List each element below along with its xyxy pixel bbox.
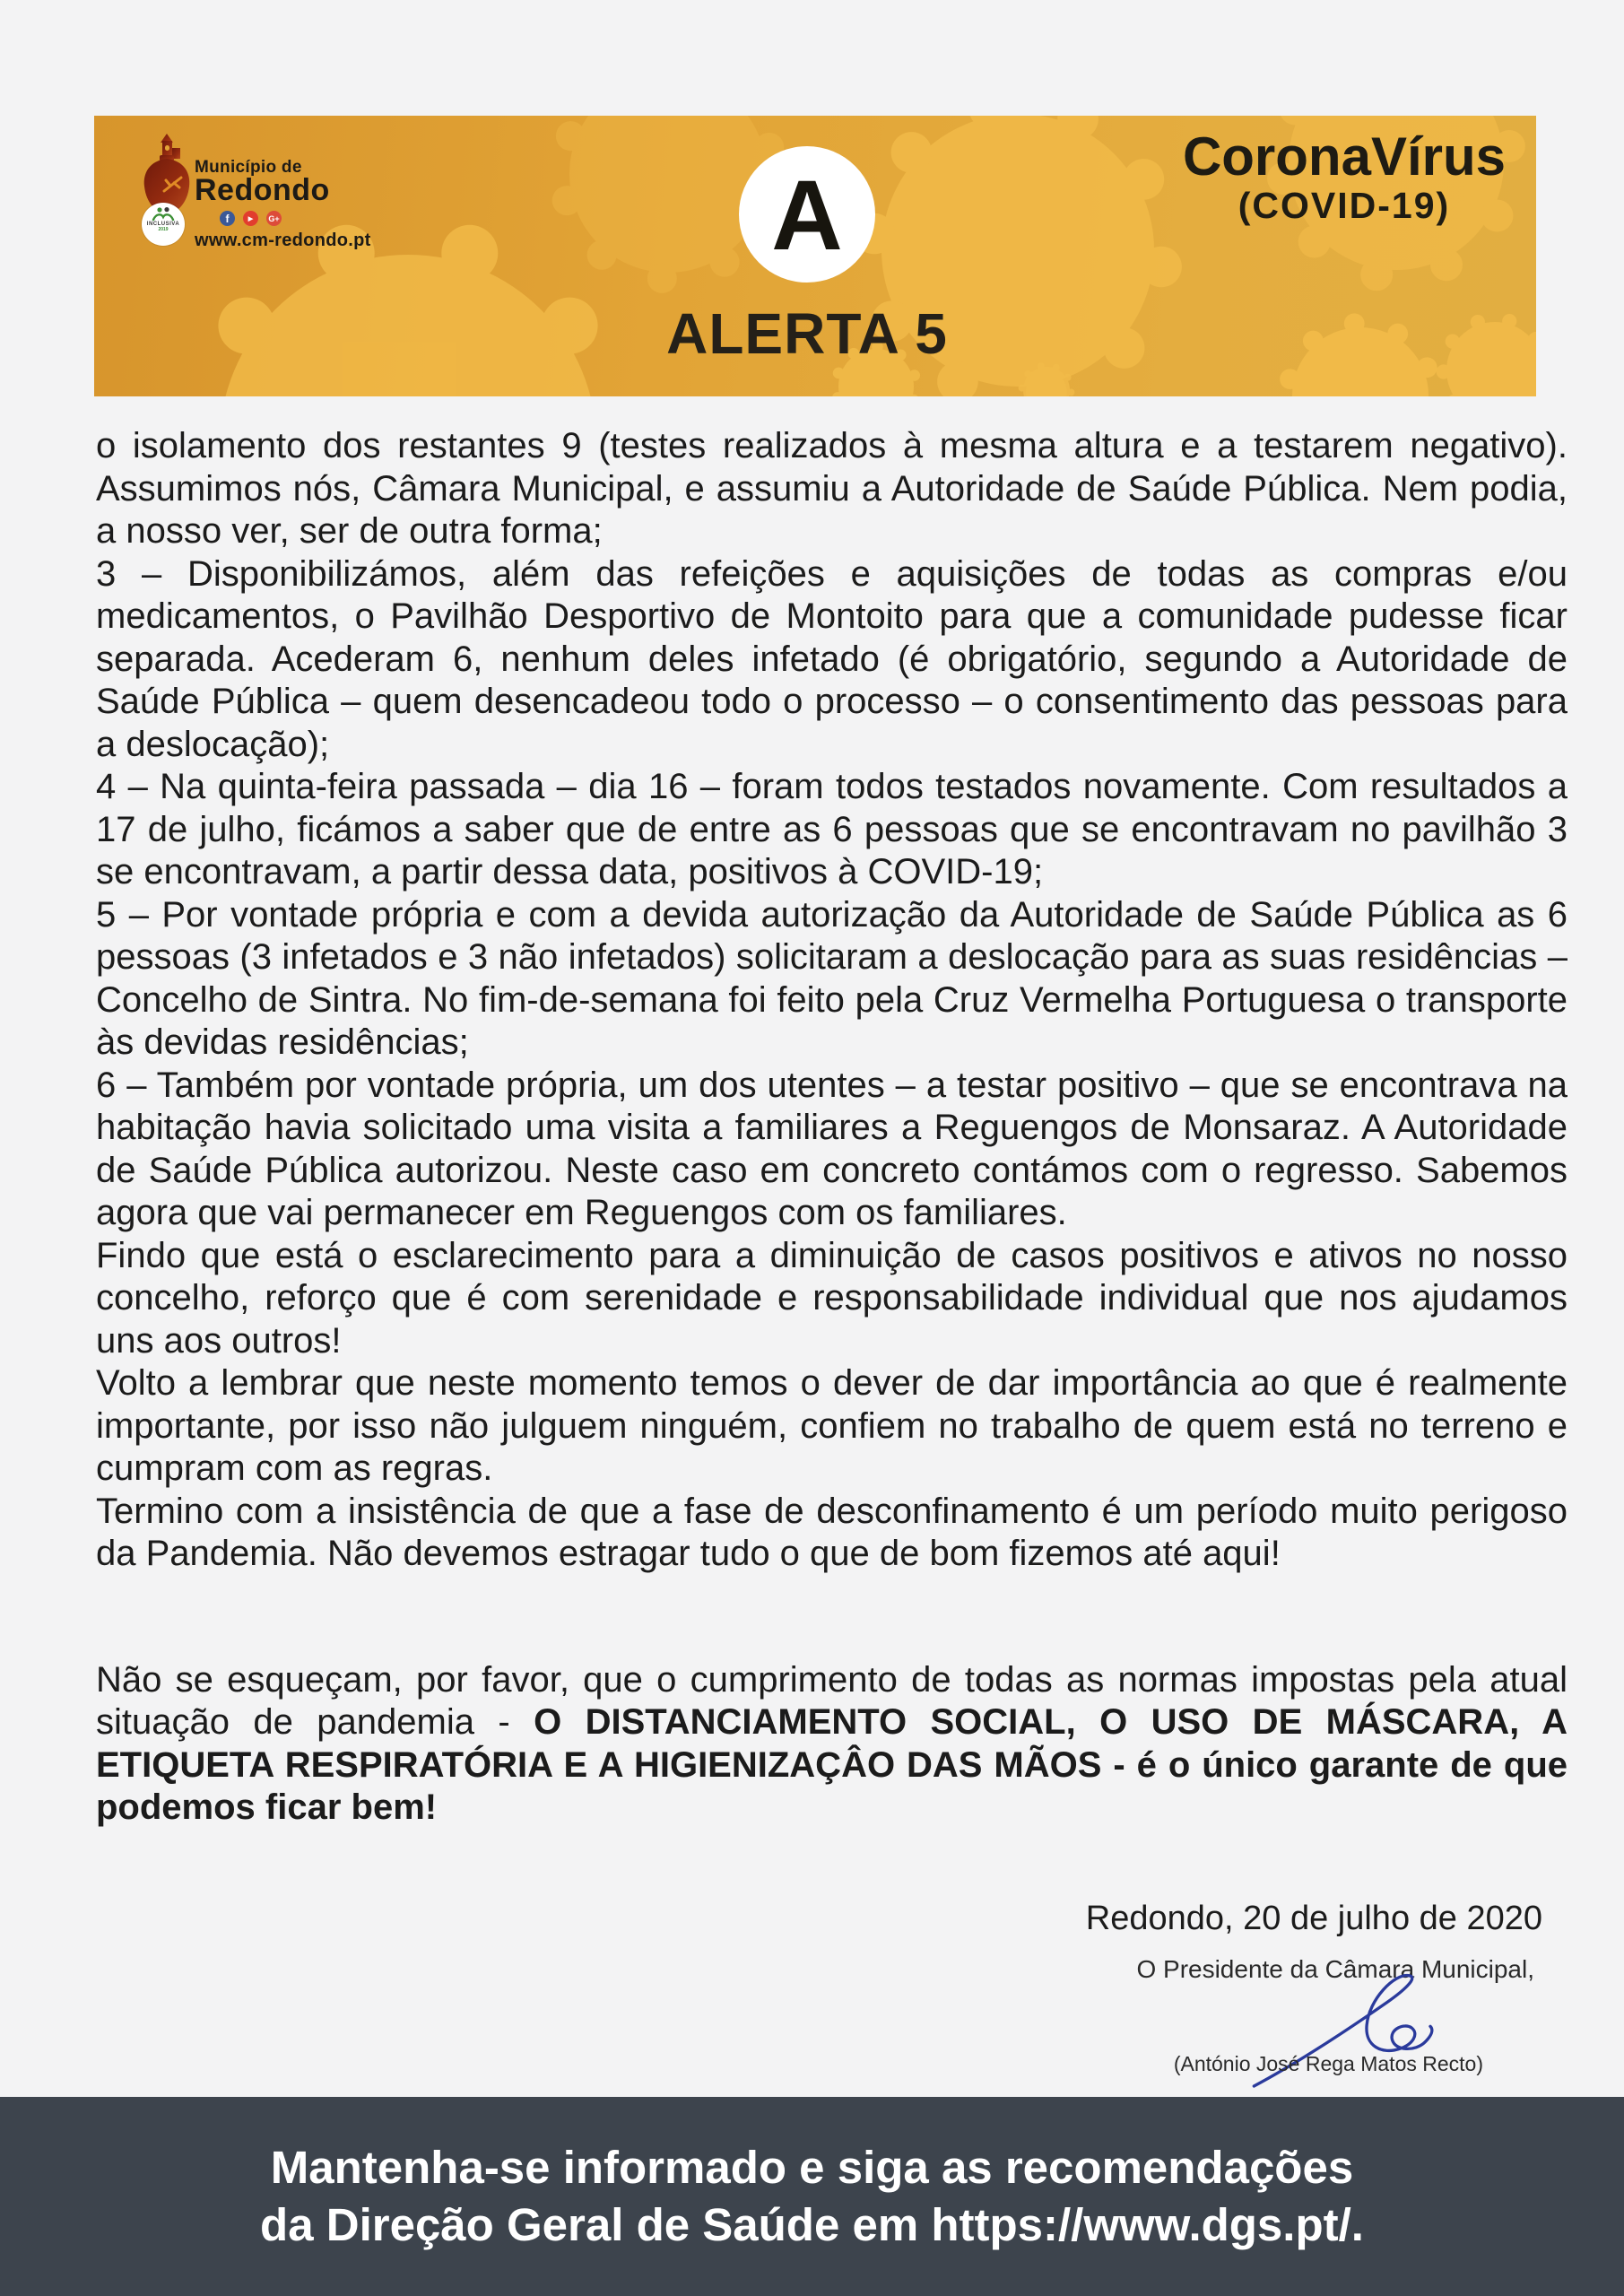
- footer-line2: [0, 2196, 1624, 2254]
- body-paragraph: 6 – Também por vontade própria, um dos utentes – a testar positivo – que se encontrava na habitação havia solicitado uma visita a familiares a Reguengos de Monsaraz. A Autoridade de Saúde Pública autorizou. Neste caso em concreto contámos com o regresso. Sabemos agora que vai permanecer em Reguengos com os familiares.: [96, 1065, 1568, 1232]
- facebook-icon: f: [220, 211, 235, 226]
- letter-body: [96, 425, 1568, 1830]
- alert-title: ALERTA 5: [666, 301, 948, 366]
- inclusiva-figures-icon: [152, 207, 175, 222]
- social-icons-row: [220, 211, 401, 226]
- body-paragraph: 5 – Por vontade própria e com a devida autorização da Autoridade de Saúde Pública as 6 pessoas (3 infetados e 3 não infetados) solicitaram a deslocação para as suas residências – Concelho de Sintra. No fim-de-semana foi feito pela Cruz Vermelha Portuguesa o transporte às devidas residências;: [96, 894, 1568, 1062]
- alert-letter-circle: [739, 146, 875, 283]
- badge-year: 2019: [158, 227, 169, 232]
- coronavirus-brand: [1183, 128, 1506, 225]
- body-paragraph: Findo que está o esclarecimento para a diminuição de casos positivos e ativos no nosso concelho, reforço que é com serenidade e responsabilidade individual que nos ajudamos uns aos outros!: [96, 1235, 1568, 1361]
- body-paragraph: Não se esqueçam, por favor, que o cumprimento de todas as normas impostas pela atual situação de pandemia - O DISTANCIAMENTO SOCIAL, O USO DE MÁSCARA, A ETIQUETA RESPIRATÓRIA E A HIGIENIZAÇÂO DAS MÃOS - é o único garante de que podemos ficar bem!: [96, 1659, 1568, 1827]
- logo-municipio-de: Município de: [195, 158, 302, 177]
- dgs-link[interactable]: https://www.dgs.pt/: [931, 2199, 1351, 2250]
- coronavirus-title: CoronaVírus: [1182, 126, 1506, 187]
- footer-line2-suffix: .: [1350, 2199, 1364, 2250]
- google-plus-icon: G+: [266, 211, 282, 226]
- youtube-icon: ▶: [243, 211, 258, 226]
- body-paragraph: Volto a lembrar que neste momento temos o dever de dar importância ao que é realmente importante, por isso não julguem ninguém, confiem no trabalho de quem está no terreno e cumpram com as regras.: [96, 1363, 1568, 1488]
- signer-name: (António José Rega Matos Recto): [1173, 2052, 1483, 2075]
- signature-scribble: [1246, 1970, 1471, 2095]
- municipality-logo: [130, 132, 453, 284]
- logo-text: [195, 159, 401, 251]
- signer-role: O Presidente da Câmara Municipal,: [1136, 1955, 1534, 1983]
- alert-letter: A: [771, 161, 843, 271]
- place-and-date: Redondo, 20 de julho de 2020: [1085, 1900, 1542, 1937]
- body-paragraph: o isolamento dos restantes 9 (testes realizados à mesma altura e a testarem negativo). Assumimos nós, Câmara Municipal, e assumiu a Autoridade de Saúde Pública. Nem podia, a nosso ver, ser de outra forma;: [96, 426, 1568, 551]
- footer-banner: [0, 2097, 1624, 2296]
- header-banner: [94, 116, 1536, 396]
- body-paragraph: 4 – Na quinta-feira passada – dia 16 – foram todos testados novamente. Com resultados a 17 de julho, ficámos a saber que de entre as 6 pessoas que se encontravam no pavilhão 3 se encontravam, a partir dessa data, positivos à COVID-19;: [96, 767, 1568, 891]
- municipality-website-link[interactable]: www.cm-redondo.pt: [195, 230, 371, 250]
- body-paragraph: 3 – Disponibilizámos, além das refeições e aquisições de todas as compras e/ou medicamentos, o Pavilhão Desportivo de Montoito para que a comunidade pudesse ficar separada. Acederam 6, nenhum deles infetado (é obrigatório, segundo a Autoridade de Saúde Pública – quem desencadeou todo o processo – o consentimento das pessoas para a deslocação);: [96, 553, 1568, 764]
- logo-redondo: Redondo: [195, 173, 330, 207]
- inclusiva-badge: [142, 203, 185, 246]
- alert-block: [632, 146, 982, 367]
- body-paragraph: Termino com a insistência de que a fase de desconfinamento é um período muito perigoso da Pandemia. Não devemos estragar tudo o que de bom fizemos até aqui!: [96, 1491, 1568, 1573]
- footer-line1: Mantenha-se informado e siga as recomendações: [270, 2142, 1354, 2193]
- footer-line2-prefix: da Direção Geral de Saúde em: [260, 2199, 932, 2250]
- covid19-subtitle: (COVID-19): [1238, 185, 1451, 226]
- badge-label: INCLUSIVA: [146, 222, 180, 227]
